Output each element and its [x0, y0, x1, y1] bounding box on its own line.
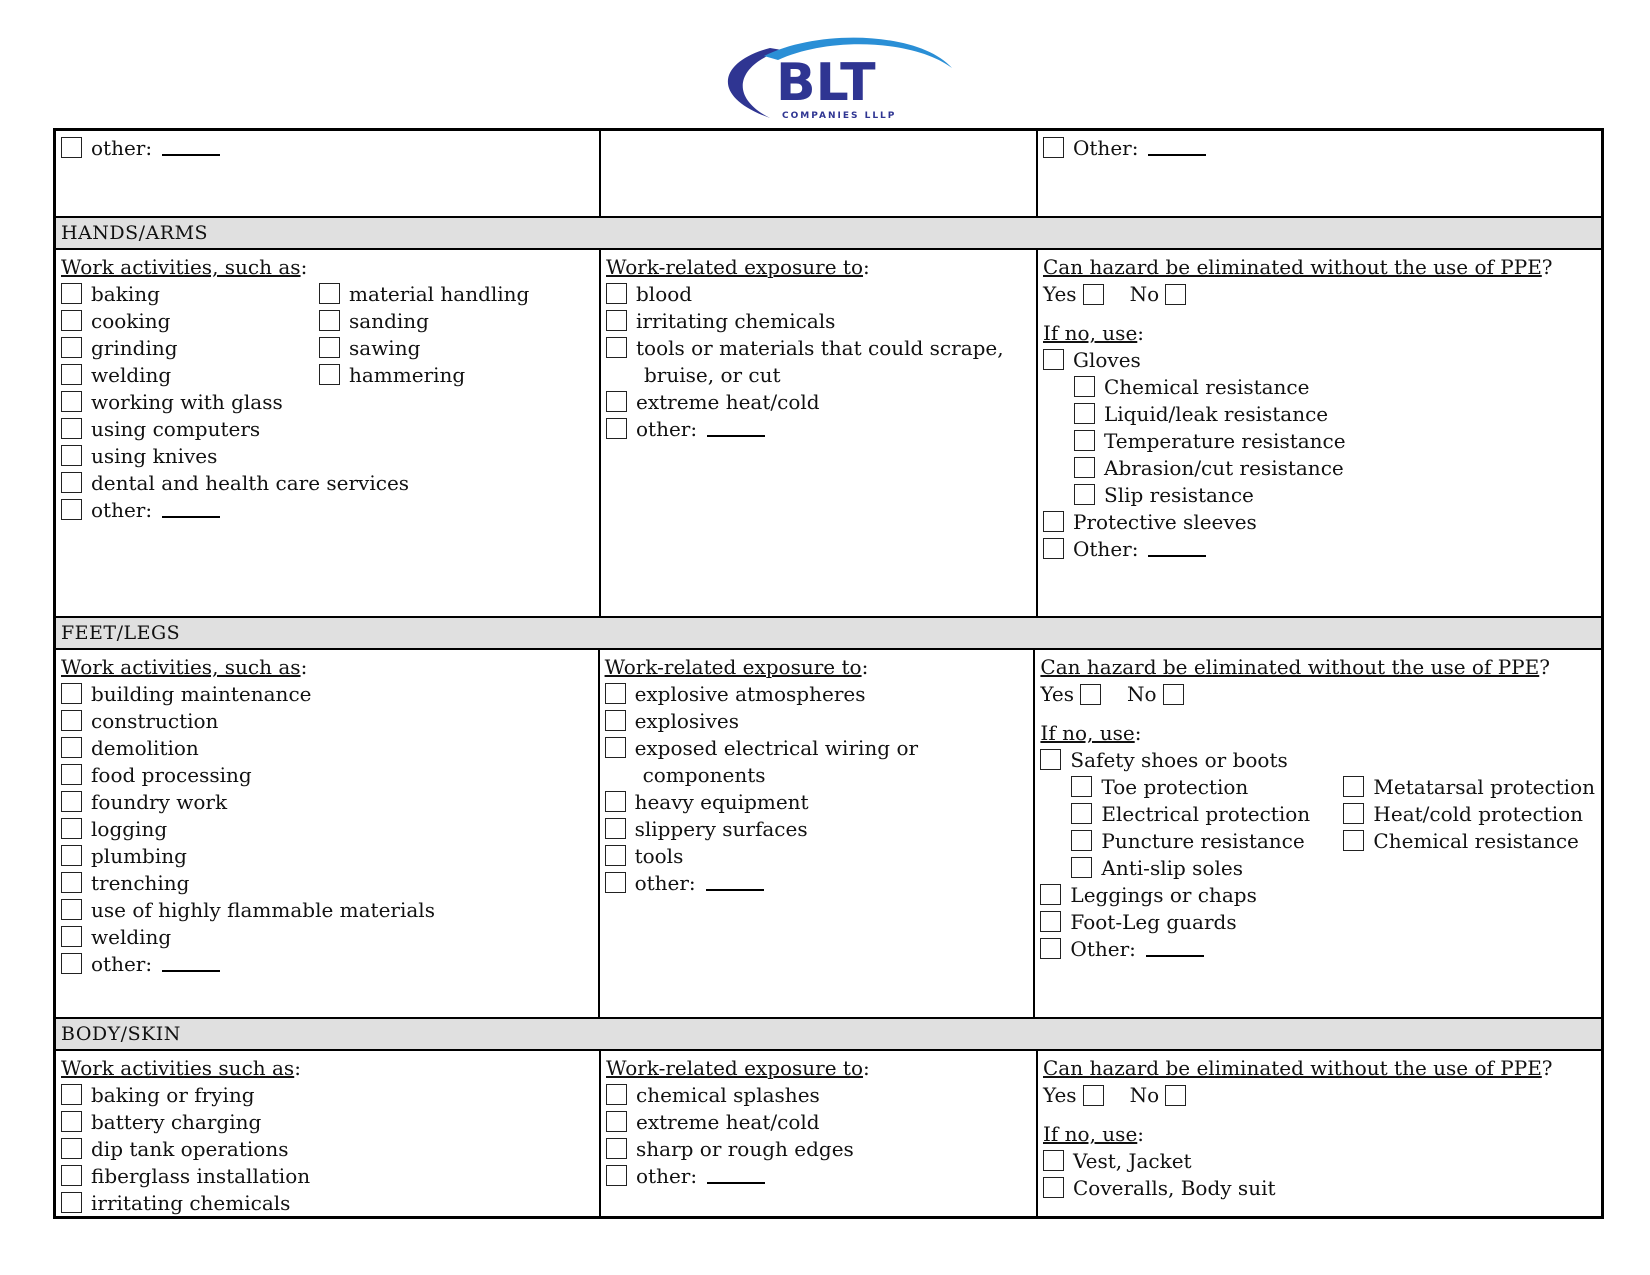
- checkbox-item[interactable]: Heat/cold protection: [1343, 801, 1595, 828]
- checkbox-item[interactable]: trenching: [61, 870, 592, 897]
- checkbox-item[interactable]: Metatarsal protection: [1343, 774, 1595, 801]
- if-no-header: If no, use: [1043, 1122, 1138, 1146]
- section-title-feet: FEET/LEGS: [56, 616, 1601, 648]
- checkbox-item[interactable]: Puncture resistance: [1071, 828, 1343, 855]
- checkbox-item[interactable]: battery charging: [61, 1109, 593, 1136]
- blank-line[interactable]: [1148, 536, 1206, 557]
- checkbox[interactable]: [606, 310, 627, 331]
- no-checkbox[interactable]: [1165, 284, 1186, 305]
- checkbox[interactable]: [1343, 776, 1364, 797]
- checkbox-item[interactable]: demolition: [61, 735, 592, 762]
- checkbox-item[interactable]: Anti-slip soles: [1071, 855, 1343, 882]
- checkbox[interactable]: [61, 818, 82, 839]
- checkbox-item[interactable]: use of highly flammable materials: [61, 897, 592, 924]
- blank-line[interactable]: [1146, 936, 1204, 957]
- checkbox[interactable]: [61, 137, 82, 158]
- checkbox-item[interactable]: Leggings or chaps: [1040, 882, 1595, 909]
- checkbox[interactable]: [319, 337, 340, 358]
- feet-row: Work activities, such as: building maintenance construction demolition food processing foundry work logging plumbing trenching use of highly flammable materials welding other: Work-related exposure to: explosive atmospheres explosives exposed electrical wiring or components heavy equipment slippery surfaces tools other: Can hazard be eliminated without the use of PPE? Yes No If no, use: Safety shoes or boots Toe protection Electrical protection Puncture resistance Anti-slip soles Metatarsal protection Heat/cold protection Chemical resistance Leggings or chaps Foot-Leg guards Other:: [56, 648, 1601, 1017]
- checkbox[interactable]: [61, 391, 82, 412]
- no-checkbox[interactable]: [1165, 1085, 1186, 1106]
- logo-text: BLT: [776, 53, 876, 113]
- checkbox[interactable]: [606, 283, 627, 304]
- checkbox[interactable]: [1071, 830, 1092, 851]
- checkbox-item[interactable]: Safety shoes or boots: [1040, 747, 1595, 774]
- checkbox[interactable]: [605, 872, 626, 893]
- checkbox[interactable]: [1343, 830, 1364, 851]
- if-no-header: If no, use: [1043, 321, 1138, 345]
- checkbox[interactable]: [605, 818, 626, 839]
- checkbox-item[interactable]: sawing: [319, 335, 529, 362]
- checkbox[interactable]: [61, 710, 82, 731]
- checkbox-item[interactable]: Abrasion/cut resistance: [1043, 455, 1595, 482]
- yes-checkbox[interactable]: [1080, 684, 1101, 705]
- blank-line[interactable]: [706, 870, 764, 891]
- checkbox[interactable]: [606, 391, 627, 412]
- exposure-header: Work-related exposure to: [606, 255, 864, 279]
- blank-line[interactable]: [707, 416, 765, 437]
- checkbox[interactable]: [61, 791, 82, 812]
- checkbox-item[interactable]: baking or frying: [61, 1082, 593, 1109]
- activities-header: Work activities, such as: [61, 255, 301, 279]
- checkbox[interactable]: [1071, 857, 1092, 878]
- checkbox[interactable]: [1043, 538, 1064, 559]
- blank-line[interactable]: [707, 1163, 765, 1184]
- yes-checkbox[interactable]: [1083, 284, 1104, 305]
- checkbox[interactable]: [1040, 884, 1061, 905]
- if-no-header: If no, use: [1040, 721, 1135, 745]
- checkbox-item[interactable]: tools or materials that could scrape,: [606, 335, 1030, 362]
- other-option[interactable]: other:: [61, 497, 593, 524]
- checkbox-item[interactable]: Electrical protection: [1071, 801, 1343, 828]
- checkbox-item[interactable]: grinding: [61, 335, 319, 362]
- yes-no-choice: Yes No: [1040, 681, 1595, 708]
- checkbox-item[interactable]: Liquid/leak resistance: [1043, 401, 1595, 428]
- checkbox-item[interactable]: explosive atmospheres: [605, 681, 1028, 708]
- blank-line[interactable]: [162, 497, 220, 518]
- checkbox[interactable]: [606, 337, 627, 358]
- checkbox[interactable]: [61, 926, 82, 947]
- checkbox[interactable]: [61, 737, 82, 758]
- checkbox-item[interactable]: Gloves: [1043, 347, 1595, 374]
- checkbox[interactable]: [1043, 349, 1064, 370]
- exposure-header: Work-related exposure to: [604, 655, 862, 679]
- body-row: Work activities such as: baking or frying battery charging dip tank operations fiberglass installation irritating chemicals Work-related exposure to: chemical splashes extreme heat/cold sharp or rough edges other: Can hazard be eliminated without the use of PPE? Yes No If no, use: Vest, Jacket Coveralls, Body suit: [56, 1049, 1601, 1216]
- checkbox-item[interactable]: irritating chemicals: [61, 1190, 593, 1217]
- checkbox[interactable]: [61, 499, 82, 520]
- other-option[interactable]: other:: [606, 1163, 1030, 1190]
- ppe-question: Can hazard be eliminated without the use of PPE: [1043, 1056, 1542, 1080]
- checkbox[interactable]: [61, 364, 82, 385]
- checkbox-item[interactable]: logging: [61, 816, 592, 843]
- checkbox-item[interactable]: sanding: [319, 308, 529, 335]
- checkbox-item[interactable]: Coveralls, Body suit: [1043, 1175, 1595, 1202]
- checkbox-item[interactable]: tools: [605, 843, 1028, 870]
- checkbox-item[interactable]: food processing: [61, 762, 592, 789]
- checkbox-item[interactable]: working with glass: [61, 389, 593, 416]
- activities-header: Work activities such as: [61, 1056, 295, 1080]
- checkbox[interactable]: [606, 1165, 627, 1186]
- checkbox[interactable]: [61, 1192, 82, 1213]
- logo-subtitle: COMPANIES LLLP: [782, 111, 897, 121]
- hands-row: Work activities, such as: baking cooking grinding welding material handling sanding sawing hammering working with glass using computers using knives dental and health care services other: Work-related exposure to: blood irritating chemicals tools or materials that could scrape, bruise, or cut extreme heat/cold other: Can hazard be eliminated without the use of PPE? Yes No If no, use: Gloves Chemical resistance Liquid/leak resistance Temperature resistance Abrasion/cut resistance Slip resistance Protective sleeves Other:: [56, 248, 1601, 616]
- checkbox-item[interactable]: Slip resistance: [1043, 482, 1595, 509]
- other-option[interactable]: other:: [61, 135, 593, 162]
- checkbox[interactable]: [1043, 1177, 1064, 1198]
- checkbox[interactable]: [1040, 911, 1061, 932]
- checkbox[interactable]: [61, 1111, 82, 1132]
- other-option[interactable]: Other:: [1043, 135, 1595, 162]
- checkbox-item[interactable]: cooking: [61, 308, 319, 335]
- blank-line[interactable]: [162, 135, 220, 156]
- checkbox-item[interactable]: using knives: [61, 443, 593, 470]
- checkbox[interactable]: [1043, 1150, 1064, 1171]
- ppe-assessment-form: [53, 128, 1604, 1219]
- checkbox-item[interactable]: fiberglass installation: [61, 1163, 593, 1190]
- checkbox[interactable]: [61, 310, 82, 331]
- checkbox[interactable]: [61, 683, 82, 704]
- other-option[interactable]: other:: [605, 870, 1028, 897]
- checkbox[interactable]: [1043, 137, 1064, 158]
- checkbox[interactable]: [1074, 457, 1095, 478]
- blank-line[interactable]: [162, 951, 220, 972]
- checkbox[interactable]: [61, 1138, 82, 1159]
- checkbox-item[interactable]: chemical splashes: [606, 1082, 1030, 1109]
- checkbox[interactable]: [61, 953, 82, 974]
- blank-line[interactable]: [1148, 135, 1206, 156]
- activities-header: Work activities, such as: [61, 655, 301, 679]
- checkbox-item[interactable]: building maintenance: [61, 681, 592, 708]
- checkbox[interactable]: [319, 364, 340, 385]
- checkbox[interactable]: [1343, 803, 1364, 824]
- checkbox[interactable]: [605, 710, 626, 731]
- checkbox-item[interactable]: blood: [606, 281, 1030, 308]
- checkbox[interactable]: [606, 1084, 627, 1105]
- checkbox[interactable]: [61, 418, 82, 439]
- other-option[interactable]: Other:: [1043, 536, 1595, 563]
- checkbox[interactable]: [606, 1111, 627, 1132]
- yes-no-choice: Yes No: [1043, 281, 1595, 308]
- checkbox[interactable]: [1071, 803, 1092, 824]
- no-checkbox[interactable]: [1163, 684, 1184, 705]
- checkbox[interactable]: [1043, 511, 1064, 532]
- blt-logo: [700, 26, 960, 126]
- checkbox-item[interactable]: sharp or rough edges: [606, 1136, 1030, 1163]
- ppe-question: Can hazard be eliminated without the use of PPE: [1043, 255, 1542, 279]
- checkbox-item[interactable]: explosives: [605, 708, 1028, 735]
- checkbox-item[interactable]: welding: [61, 362, 319, 389]
- yes-checkbox[interactable]: [1083, 1085, 1104, 1106]
- checkbox-item[interactable]: material handling: [319, 281, 529, 308]
- checkbox-item[interactable]: foundry work: [61, 789, 592, 816]
- checkbox-item[interactable]: hammering: [319, 362, 529, 389]
- checkbox[interactable]: [61, 872, 82, 893]
- checkbox[interactable]: [605, 845, 626, 866]
- checkbox-item[interactable]: baking: [61, 281, 319, 308]
- checkbox-item[interactable]: plumbing: [61, 843, 592, 870]
- checkbox-item[interactable]: using computers: [61, 416, 593, 443]
- checkbox[interactable]: [61, 283, 82, 304]
- other-option[interactable]: Other:: [1040, 936, 1595, 963]
- checkbox-item[interactable]: dental and health care services: [61, 470, 593, 497]
- checkbox[interactable]: [605, 791, 626, 812]
- checkbox-item[interactable]: Vest, Jacket: [1043, 1148, 1595, 1175]
- checkbox[interactable]: [319, 310, 340, 331]
- ppe-question: Can hazard be eliminated without the use of PPE: [1040, 655, 1540, 679]
- checkbox[interactable]: [61, 845, 82, 866]
- checkbox-item[interactable]: welding: [61, 924, 592, 951]
- exposure-header: Work-related exposure to: [606, 1056, 864, 1080]
- checkbox[interactable]: [61, 445, 82, 466]
- top-row: [56, 131, 1601, 216]
- checkbox[interactable]: [1074, 430, 1095, 451]
- checkbox[interactable]: [61, 1165, 82, 1186]
- checkbox-item[interactable]: Temperature resistance: [1043, 428, 1595, 455]
- checkbox[interactable]: [605, 683, 626, 704]
- checkbox[interactable]: [61, 899, 82, 920]
- checkbox-item[interactable]: extreme heat/cold: [606, 389, 1030, 416]
- checkbox-item[interactable]: construction: [61, 708, 592, 735]
- checkbox[interactable]: [606, 418, 627, 439]
- section-title-hands: HANDS/ARMS: [56, 216, 1601, 248]
- checkbox[interactable]: [1074, 484, 1095, 505]
- checkbox[interactable]: [606, 1138, 627, 1159]
- checkbox[interactable]: [1074, 403, 1095, 424]
- checkbox-item[interactable]: extreme heat/cold: [606, 1109, 1030, 1136]
- yes-no-choice: Yes No: [1043, 1082, 1595, 1109]
- checkbox-item[interactable]: Chemical resistance: [1343, 828, 1595, 855]
- other-option[interactable]: other:: [606, 416, 1030, 443]
- checkbox-item[interactable]: Foot-Leg guards: [1040, 909, 1595, 936]
- checkbox[interactable]: [1040, 938, 1061, 959]
- checkbox-item[interactable]: Toe protection: [1071, 774, 1343, 801]
- checkbox[interactable]: [61, 337, 82, 358]
- checkbox-item[interactable]: slippery surfaces: [605, 816, 1028, 843]
- checkbox[interactable]: [1071, 776, 1092, 797]
- checkbox-item[interactable]: heavy equipment: [605, 789, 1028, 816]
- checkbox-item[interactable]: Chemical resistance: [1043, 374, 1595, 401]
- section-title-body: BODY/SKIN: [56, 1017, 1601, 1049]
- checkbox[interactable]: [319, 283, 340, 304]
- checkbox-item[interactable]: Protective sleeves: [1043, 509, 1595, 536]
- checkbox[interactable]: [61, 472, 82, 493]
- checkbox[interactable]: [61, 1084, 82, 1105]
- checkbox[interactable]: [61, 764, 82, 785]
- checkbox-item[interactable]: irritating chemicals: [606, 308, 1030, 335]
- checkbox[interactable]: [1074, 376, 1095, 397]
- checkbox-item[interactable]: dip tank operations: [61, 1136, 593, 1163]
- other-option[interactable]: other:: [61, 951, 592, 978]
- checkbox[interactable]: [1040, 749, 1061, 770]
- checkbox[interactable]: [605, 737, 626, 758]
- checkbox-item[interactable]: exposed electrical wiring or: [605, 735, 1028, 762]
